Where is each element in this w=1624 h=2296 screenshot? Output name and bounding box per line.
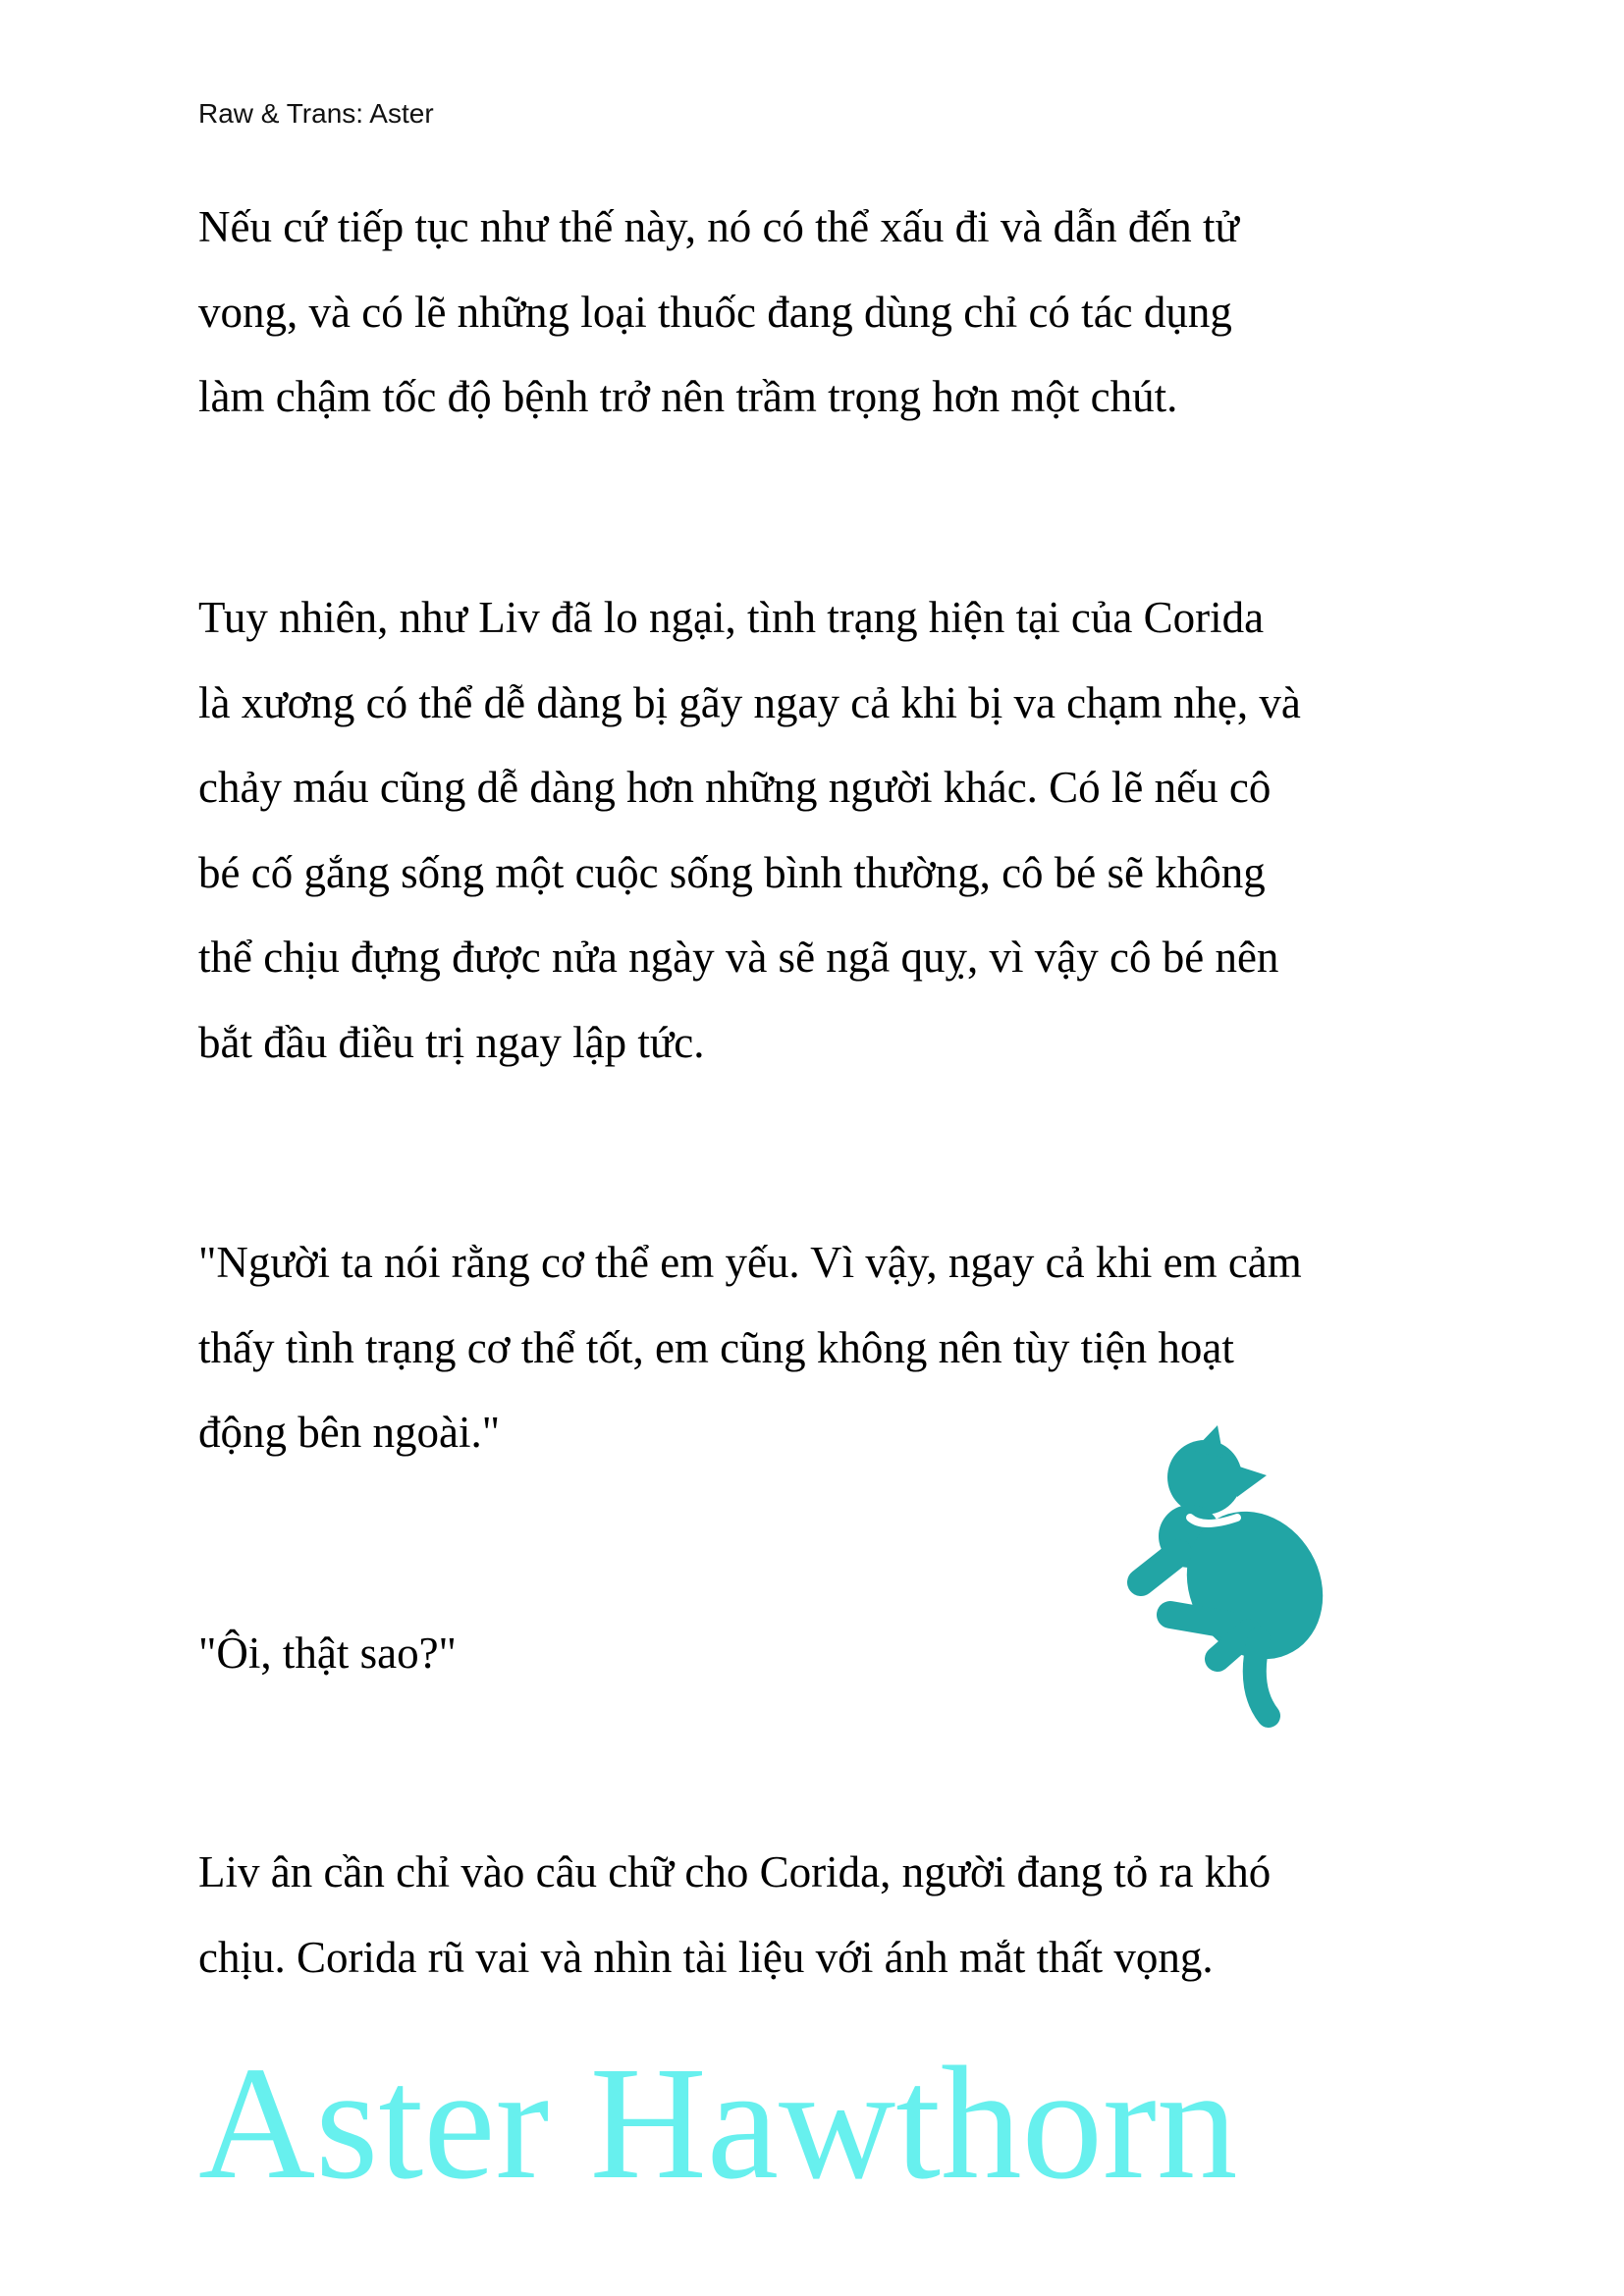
paragraph-4 [198,1611,457,1696]
text-line: là xương có thể dễ dàng bị gãy ngay cả khi bị va chạm nhẹ, và [198,677,1301,727]
text-line: Tuy nhiên, như Liv đã lo ngại, tình trạng hiện tại của Corida [198,593,1265,642]
text-line: Liv ân cần chỉ vào câu chữ cho Corida, người đang tỏ ra khó [198,1847,1272,1896]
paragraph-1 [198,185,1239,440]
text-line: bé cố gắng sống một cuộc sống bình thường, cô bé sẽ không [198,847,1266,897]
text-line: chảy máu cũng dễ dàng hơn những người khác. Có lẽ nếu cô [198,763,1272,812]
text-line: "Người ta nói rằng cơ thể em yếu. Vì vậy, ngay cả khi em cảm [198,1238,1302,1287]
text-line: vong, và có lẽ những loại thuốc đang dùng chỉ có tác dụng [198,287,1232,337]
watermark-text: Aster Hawthorn [198,2033,1238,2213]
paragraph-5 [198,1830,1271,2000]
text-line: bắt đầu điều trị ngay lập tức. [198,1017,705,1067]
translator-credit: Raw & Trans: Aster [198,98,434,129]
text-line: động bên ngoài." [198,1408,501,1457]
text-line: Nếu cứ tiếp tục như thế này, nó có thể xấu đi và dẫn đến tử [198,202,1239,251]
text-line: thấy tình trạng cơ thể tốt, em cũng không nên tùy tiện hoạt [198,1322,1234,1372]
cat-logo-icon [1080,1374,1375,1767]
text-line: thể chịu đựng được nửa ngày và sẽ ngã quỵ, vì vậy cô bé nên [198,933,1279,982]
paragraph-2 [198,575,1301,1085]
text-line: "Ôi, thật sao?" [198,1629,457,1678]
text-line: làm chậm tốc độ bệnh trở nên trầm trọng hơn một chút. [198,372,1178,421]
text-line: chịu. Corida rũ vai và nhìn tài liệu với ánh mắt thất vọng. [198,1932,1214,1982]
